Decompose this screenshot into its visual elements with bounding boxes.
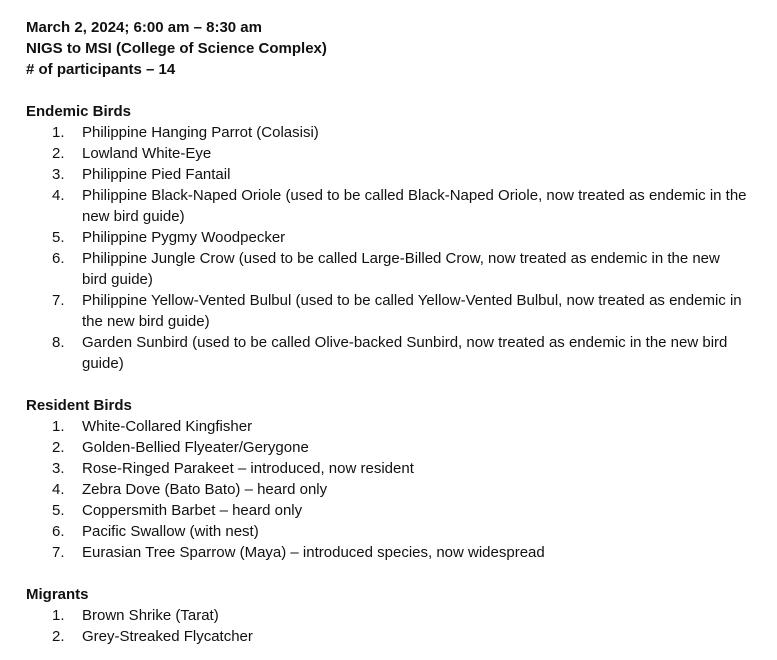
list-item-text: Philippine Hanging Parrot (Colasisi) [82, 124, 319, 141]
list-item-text: Philippine Jungle Crow (used to be called Large-Billed Crow, now treated as endemic in the new bird guide) [82, 250, 720, 288]
list-item: 7. Philippine Yellow-Vented Bulbul (used to be called Yellow-Vented Bulbul, now treated as endemic in the new bird guide) [52, 292, 742, 330]
list-item: 3. Rose-Ringed Parakeet – introduced, now resident [52, 460, 414, 477]
list-item-text: White-Collared Kingfisher [82, 418, 253, 435]
list-item-text: Brown Shrike (Tarat) [82, 607, 219, 624]
list-item: 2. Grey-Streaked Flycatcher [52, 628, 253, 645]
list-item-text: Philippine Pied Fantail [82, 166, 231, 183]
list-item: 7. Eurasian Tree Sparrow (Maya) – introduced species, now widespread [52, 544, 545, 561]
list-item-text: Pacific Swallow (with nest) [82, 523, 259, 540]
list-item: 4. Zebra Dove (Bato Bato) – heard only [52, 481, 328, 498]
list-item-text: Golden-Bellied Flyeater/Gerygone [82, 439, 309, 456]
list-item-text: Philippine Pygmy Woodpecker [82, 229, 286, 246]
participants-line: # of participants – 14 [26, 61, 176, 78]
list-item: 8. Garden Sunbird (used to be called Olive-backed Sunbird, now treated as endemic in the new bird guide) [52, 334, 728, 372]
migrants-list [26, 605, 766, 647]
list-item: 3. Philippine Pied Fantail [52, 166, 231, 183]
list-item-text: Lowland White-Eye [82, 145, 212, 162]
resident-birds-list [26, 416, 766, 563]
document-body [26, 17, 766, 647]
route-line: NIGS to MSI (College of Science Complex) [26, 40, 327, 57]
list-item-text: Rose-Ringed Parakeet – introduced, now resident [82, 460, 414, 477]
list-item: 1. White-Collared Kingfisher [52, 418, 253, 435]
list-item-text: Philippine Black-Naped Oriole (used to be called Black-Naped Oriole, now treated as endemic in the new bird guide) [82, 187, 747, 225]
list-item-text: Grey-Streaked Flycatcher [82, 628, 253, 645]
list-item: 1. Brown Shrike (Tarat) [52, 607, 219, 624]
list-item-text: Philippine Yellow-Vented Bulbul (used to be called Yellow-Vented Bulbul, now treated as endemic in the new bird guide) [82, 292, 742, 330]
list-item: 5. Coppersmith Barbet – heard only [52, 502, 303, 519]
section-title-resident: Resident Birds [26, 397, 132, 414]
list-item: 2. Golden-Bellied Flyeater/Gerygone [52, 439, 309, 456]
list-item-text: Coppersmith Barbet – heard only [82, 502, 303, 519]
endemic-birds-list [26, 122, 766, 374]
list-item: 5. Philippine Pygmy Woodpecker [52, 229, 286, 246]
date-line: March 2, 2024; 6:00 am – 8:30 am [26, 19, 262, 36]
list-item: 6. Philippine Jungle Crow (used to be called Large-Billed Crow, now treated as endemic in the new bird guide) [52, 250, 720, 288]
list-item-text: Garden Sunbird (used to be called Olive-backed Sunbird, now treated as endemic in the new bird guide) [82, 334, 728, 372]
list-item-text: Zebra Dove (Bato Bato) – heard only [82, 481, 328, 498]
list-item: 2. Lowland White-Eye [52, 145, 212, 162]
list-item: 6. Pacific Swallow (with nest) [52, 523, 259, 540]
section-title-migrants: Migrants [26, 586, 89, 603]
section-title-endemic: Endemic Birds [26, 103, 132, 120]
list-item: 1. Philippine Hanging Parrot (Colasisi) [52, 124, 319, 141]
list-item: 4. Philippine Black-Naped Oriole (used to be called Black-Naped Oriole, now treated as endemic in the new bird guide) [52, 187, 747, 225]
list-item-text: Eurasian Tree Sparrow (Maya) – introduced species, now widespread [82, 544, 545, 561]
